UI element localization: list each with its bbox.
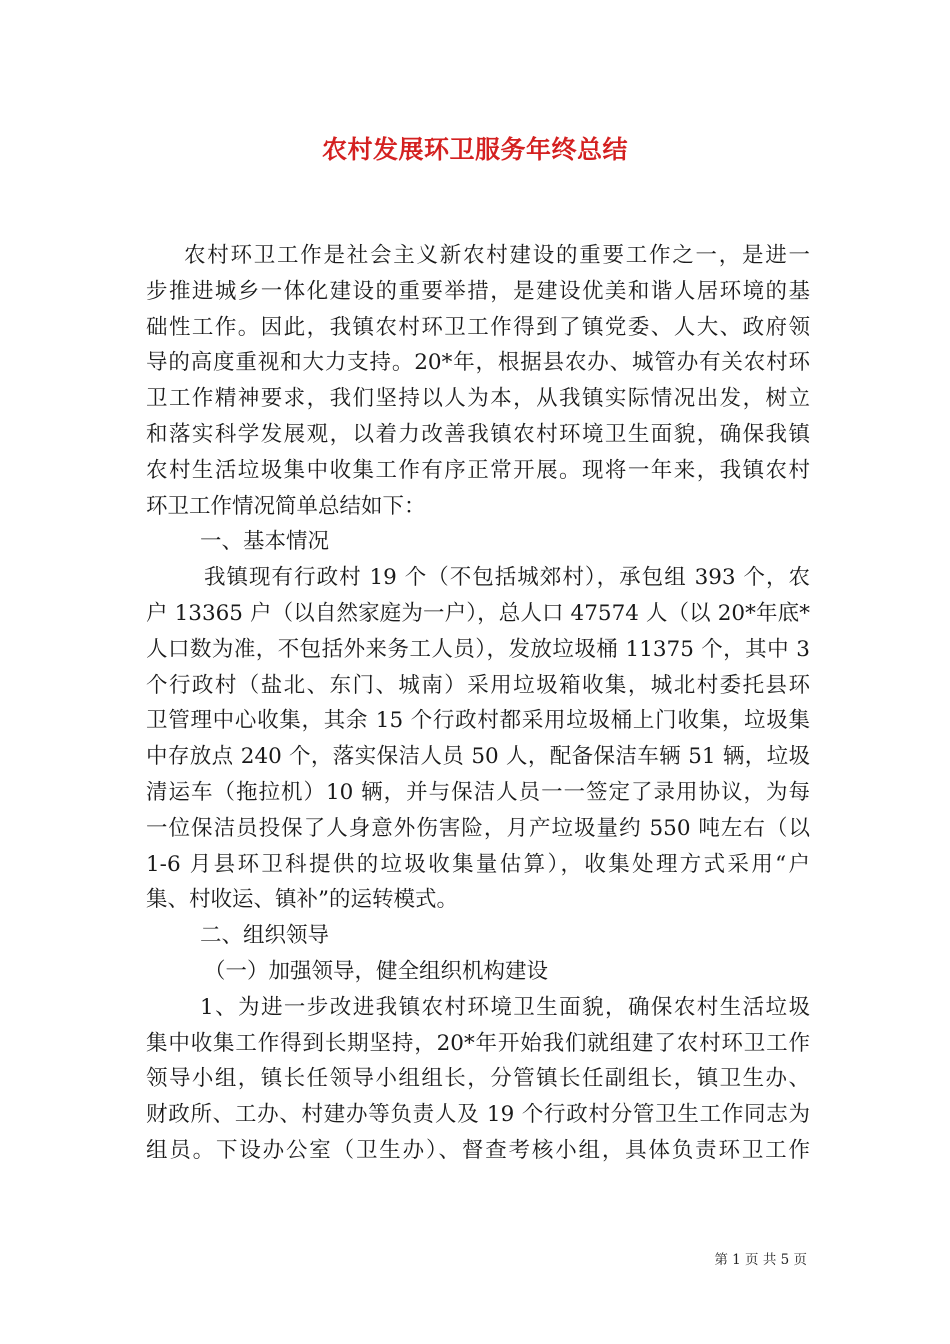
text-line: 步推进城乡一体化建设的重要举措，是建设优美和谐人居环境的基: [146, 278, 810, 304]
text-line: 人口数为准，不包括外来务工人员），发放垃圾桶 11375 个，其中 3: [146, 636, 810, 662]
text-line: 个行政村（盐北、东门、城南）采用垃圾箱收集，城北村委托县环: [146, 672, 810, 698]
document-title: 农村发展环卫服务年终总结: [321, 135, 628, 164]
text-line: 组员。下设办公室（卫生办）、督查考核小组，具体负责环卫工作: [146, 1137, 810, 1163]
text-line: 集、村收运、镇补”的运转模式。: [146, 887, 458, 913]
text-line: 农村环卫工作是社会主义新农村建设的重要工作之一，是进一: [184, 243, 810, 268]
text-line: 我镇现有行政村 19 个（不包括城郊村），承包组 393 个，农: [204, 565, 810, 591]
text-line: 领导小组，镇长任领导小组组长，分管镇长任副组长，镇卫生办、: [146, 1066, 810, 1092]
text-line: 环卫工作情况简单总结如下：: [146, 493, 426, 519]
text-line: 二、组织领导: [200, 923, 330, 949]
document-body: [146, 238, 810, 1169]
text-line: 1-6 月县环卫科提供的垃圾收集量估算），收集处理方式采用“户: [146, 851, 810, 877]
text-line: 1、为进一步改进我镇农村环境卫生面貌，确保农村生活垃圾: [200, 994, 810, 1020]
text-line: 农村生活垃圾集中收集工作有序正常开展。现将一年来，我镇农村: [146, 457, 810, 483]
text-line: 卫管理中心收集，其余 15 个行政村都采用垃圾桶上门收集，垃圾集: [146, 708, 810, 734]
page-footer: 第 1 页 共 5 页: [714, 1252, 807, 1268]
text-line: 清运车（拖拉机）10 辆，并与保洁人员一一签定了录用协议，为每: [146, 779, 810, 805]
text-line: 础性工作。因此，我镇农村环卫工作得到了镇党委、人大、政府领: [146, 314, 810, 340]
text-line: 户 13365 户（以自然家庭为一户），总人口 47574 人（以 20*年底*: [146, 600, 810, 626]
text-line: 导的高度重视和大力支持。20*年，根据县农办、城管办有关农村环: [146, 350, 810, 376]
text-line: 和落实科学发展观，以着力改善我镇农村环境卫生面貌，确保我镇: [146, 421, 810, 447]
text-line: 一、基本情况: [200, 529, 330, 555]
text-line: 财政所、工办、村建办等负责人及 19 个行政村分管卫生工作同志为: [146, 1102, 810, 1128]
text-line: （一）加强领导，健全组织机构建设: [204, 958, 549, 984]
text-line: 一位保洁员投保了人身意外伤害险，月产垃圾量约 550 吨左右（以: [146, 815, 810, 841]
text-line: 卫工作精神要求，我们坚持以人为本，从我镇实际情况出发，树立: [146, 386, 810, 412]
text-line: 中存放点 240 个，落实保洁人员 50 人，配备保洁车辆 51 辆，垃圾: [146, 744, 810, 770]
text-line: 集中收集工作得到长期坚持，20*年开始我们就组建了农村环卫工作: [146, 1030, 810, 1056]
